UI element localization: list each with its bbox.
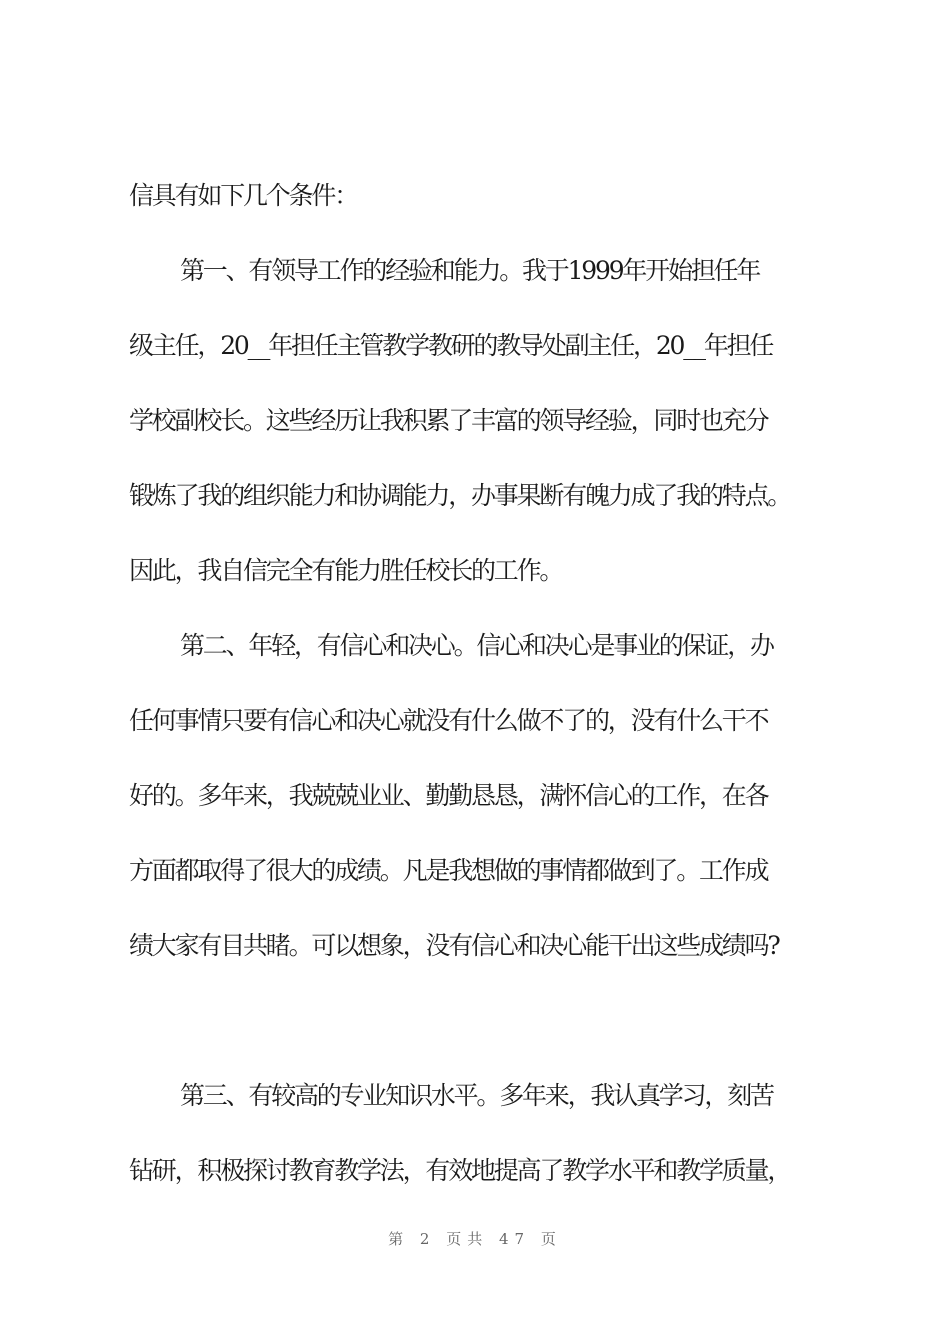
page-footer: 第 2 页共 47 页 [388,1230,562,1248]
paragraph-first-line: 第二、年轻，有信心和决心。信心和决心是事业的保证，办 [180,631,773,660]
text-line: 信具有如下几个条件： [129,181,358,210]
text-line: 任何事情只要有信心和决心就没有什么做不了的，没有什么干不 [129,706,768,735]
text-line: 钻研，积极探讨教育教学法，有效地提高了教学水平和教学质量， [129,1156,791,1185]
text-line: 好的。多年来，我兢兢业业、勤勤恳恳，满怀信心的工作，在各 [129,781,768,810]
text-line: 级主任，20__年担任主管教学教研的教导处副主任，20__年担任 [129,331,773,360]
text-line: 方面都取得了很大的成绩。凡是我想做的事情都做到了。工作成 [129,856,768,885]
text-line: 学校副校长。这些经历让我积累了丰富的领导经验，同时也充分 [129,406,768,435]
text-line: 锻炼了我的组织能力和协调能力，办事果断有魄力成了我的特点。 [129,481,791,510]
paragraph-first-line: 第三、有较高的专业知识水平。多年来，我认真学习，刻苦 [180,1081,773,1110]
paragraph-first-line: 第一、有领导工作的经验和能力。我于1999年开始担任年 [180,256,760,285]
text-line: 绩大家有目共睹。可以想象，没有信心和决心能干出这些成绩吗? [129,931,779,960]
text-line: 因此，我自信完全有能力胜任校长的工作。 [129,556,563,585]
